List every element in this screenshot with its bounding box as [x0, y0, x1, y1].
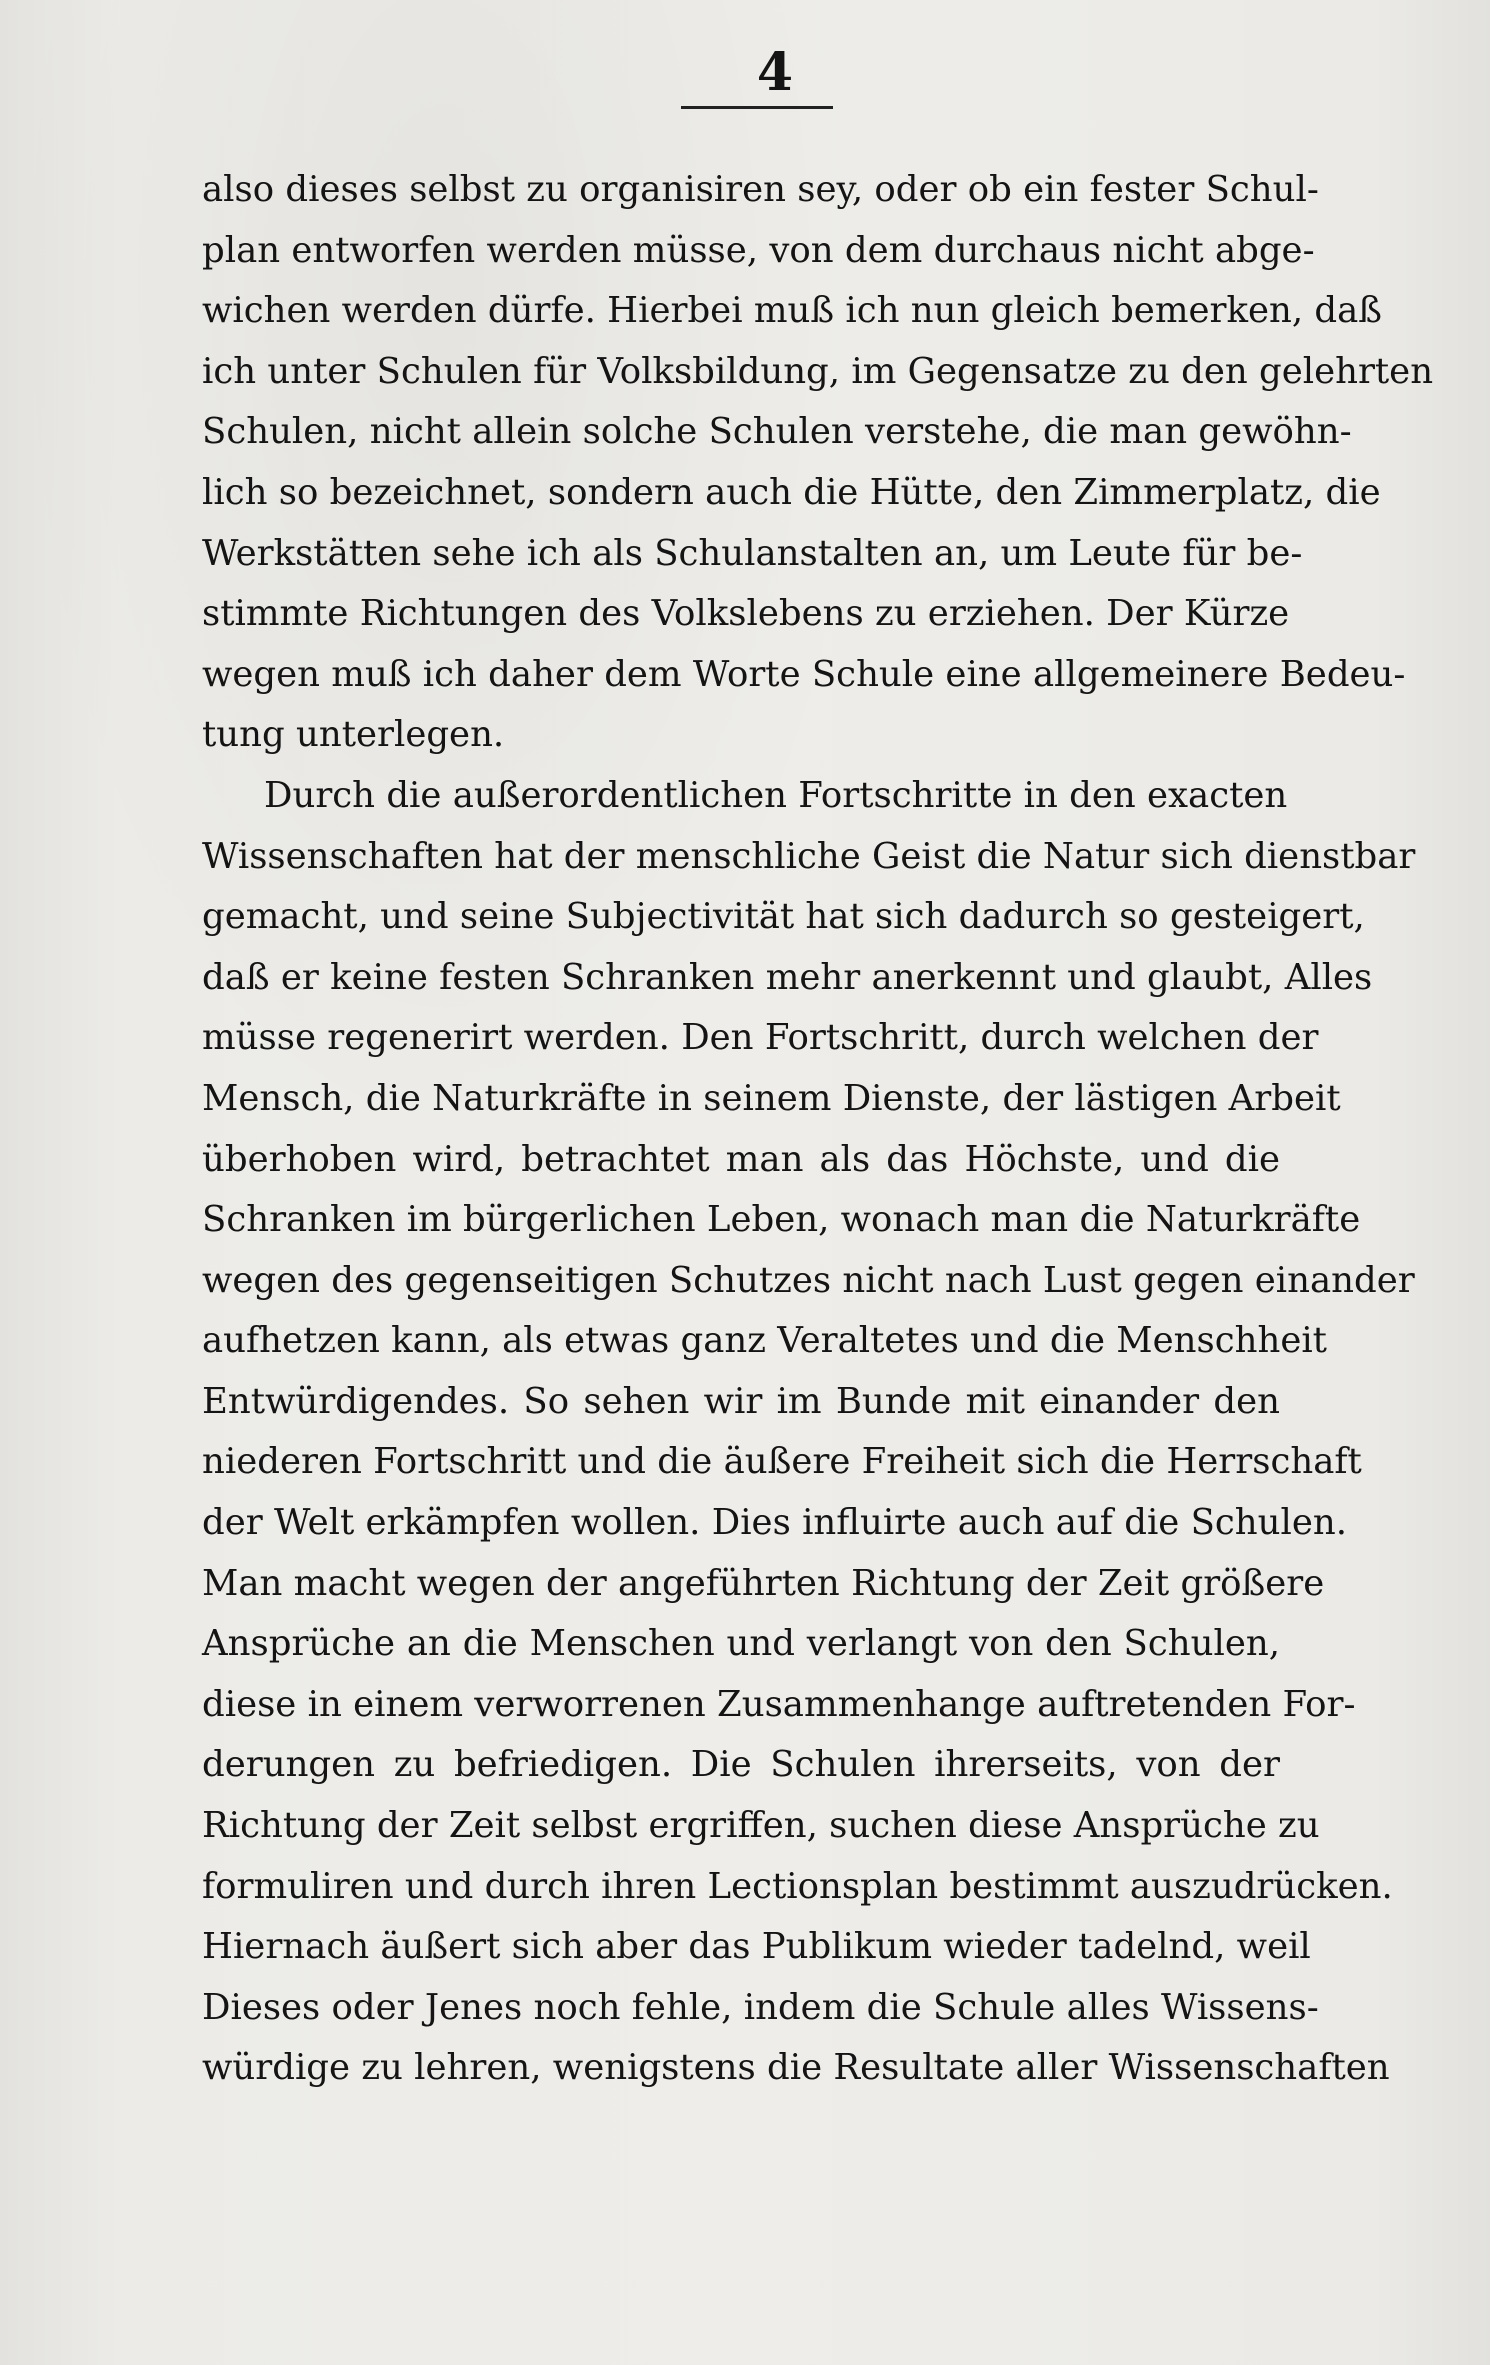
text-line: Werkstätten sehe ich als Schulanstalten an, um Leute für be-: [202, 532, 1303, 574]
text-line: Wissenschaften hat der menschliche Geist die Natur sich dienstbar: [202, 835, 1416, 877]
text-line: Dieses oder Jenes noch fehle, indem die Schule alles Wissens-: [202, 1986, 1319, 2028]
text-line: Man macht wegen der angeführten Richtung der Zeit größere: [202, 1562, 1325, 1604]
text-line: plan entworfen werden müsse, von dem durchaus nicht abge-: [202, 229, 1315, 271]
text-line: also dieses selbst zu organisiren sey, oder ob ein fester Schul-: [202, 169, 1319, 210]
text-line: lich so bezeichnet, sondern auch die Hütte, den Zimmerplatz, die: [202, 471, 1381, 513]
text-line: wegen des gegenseitigen Schutzes nicht nach Lust gegen einander: [202, 1259, 1415, 1301]
text-line: Schulen, nicht allein solche Schulen verstehe, die man gewöhn-: [202, 411, 1352, 453]
paragraph-1: [202, 160, 1434, 766]
text-line: wegen muß ich daher dem Worte Schule eine allgemeinere Bedeu-: [202, 653, 1406, 695]
text-line: niederen Fortschritt und die äußere Freiheit sich die Herrschaft: [202, 1441, 1362, 1483]
text-line: würdige zu lehren, wenigstens die Resultate aller Wissenschaften: [202, 2047, 1390, 2089]
text-line: Mensch, die Naturkräfte in seinem Dienste, der lästigen Arbeit: [202, 1077, 1341, 1119]
text-line: müsse regenerirt werden. Den Fortschritt, durch welchen der: [202, 1017, 1319, 1059]
text-line: gemacht, und seine Subjectivität hat sich dadurch so gesteigert,: [202, 896, 1365, 938]
text-line: überhoben wird, betrachtet man als das Höchste, und die: [202, 1138, 1280, 1180]
text-line: wichen werden dürfe. Hierbei muß ich nun gleich bemerken, daß: [202, 290, 1383, 332]
text-line: der Welt erkämpfen wollen. Dies influirte auch auf die Schulen.: [202, 1502, 1348, 1544]
paragraph-2: [202, 766, 1416, 2099]
text-line: tung unterlegen.: [202, 714, 505, 756]
text-line: Schranken im bürgerlichen Leben, wonach man die Naturkräfte: [202, 1199, 1361, 1241]
text-line: formuliren und durch ihren Lectionsplan bestimmt auszudrücken.: [202, 1865, 1393, 1907]
text-line: derungen zu befriedigen. Die Schulen ihrerseits, von der: [202, 1744, 1280, 1786]
text-line: Hiernach äußert sich aber das Publikum wieder tadelnd, weil: [202, 1926, 1311, 1968]
text-line: Entwürdigendes. So sehen wir im Bunde mit einander den: [202, 1380, 1280, 1422]
header-rule: [681, 106, 833, 109]
text-line: daß er keine festen Schranken mehr anerkennt und glaubt, Alles: [202, 956, 1373, 998]
text-line: Ansprüche an die Menschen und verlangt von den Schulen,: [202, 1623, 1280, 1665]
text-line: diese in einem verworrenen Zusammenhange auftretenden For-: [202, 1683, 1356, 1725]
text-line: Richtung der Zeit selbst ergriffen, suchen diese Ansprüche zu: [202, 1805, 1320, 1847]
text-line: aufhetzen kann, als etwas ganz Veraltetes und die Menschheit: [202, 1320, 1327, 1362]
text-line: Durch die außerordentlichen Fortschritte in den exacten: [264, 774, 1288, 816]
text-line: ich unter Schulen für Volksbildung, im Gegensatze zu den gelehrten: [202, 350, 1434, 392]
body-text: [202, 160, 1434, 2099]
text-line: stimmte Richtungen des Volkslebens zu erziehen. Der Kürze: [202, 593, 1290, 635]
page-number: 4: [756, 42, 794, 103]
